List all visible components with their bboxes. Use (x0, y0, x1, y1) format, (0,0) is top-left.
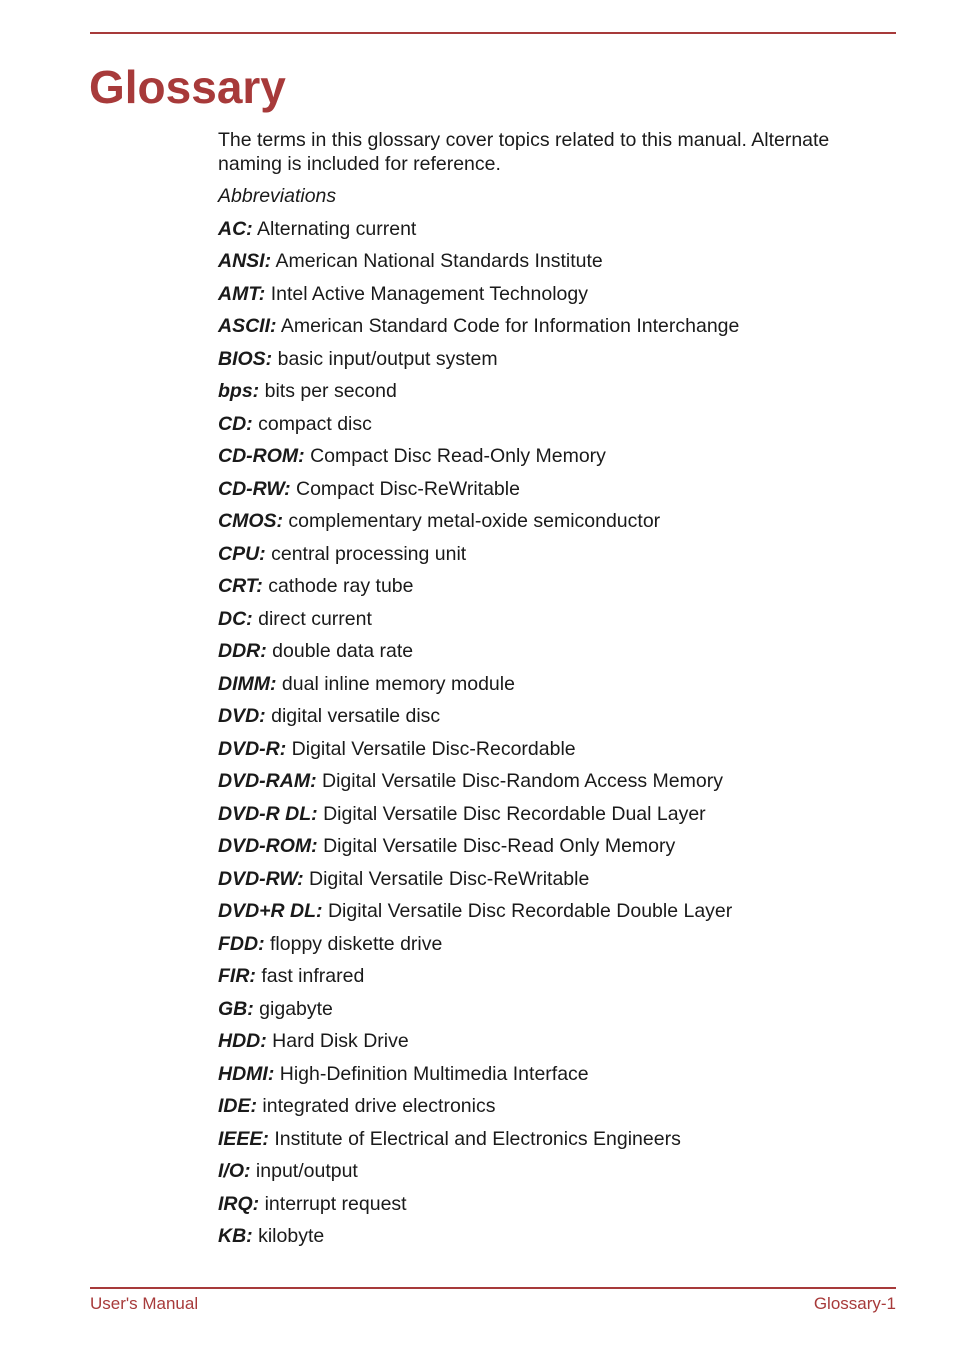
glossary-definition: Digital Versatile Disc Recordable Double Layer (327, 900, 733, 922)
glossary-content (218, 128, 898, 1253)
glossary-term: ASCII: (218, 315, 277, 337)
glossary-term-list (218, 213, 898, 1253)
glossary-entry (218, 1220, 898, 1253)
glossary-entry (218, 635, 898, 668)
intro-paragraph: The terms in this glossary cover topics related to this manual. Alternate naming is included for reference. (218, 129, 830, 175)
glossary-definition: complementary metal-oxide semiconductor (288, 510, 661, 532)
glossary-definition: American Standard Code for Information Interchange (280, 315, 740, 337)
glossary-definition: compact disc (258, 412, 372, 435)
glossary-term: FIR: (218, 965, 256, 987)
glossary-term: DVD-RW: (218, 867, 304, 890)
glossary-entry (218, 895, 898, 928)
glossary-entry (218, 1155, 898, 1188)
glossary-definition: kilobyte (258, 1225, 325, 1247)
glossary-definition: Digital Versatile Disc-ReWritable (309, 867, 590, 890)
glossary-entry (218, 310, 898, 343)
glossary-term: bps: (218, 380, 260, 402)
glossary-entry (218, 993, 898, 1026)
glossary-definition: integrated drive electronics (262, 1095, 496, 1117)
glossary-definition: Digital Versatile Disc-Random Access Memory (322, 770, 723, 792)
glossary-definition: direct current (258, 607, 372, 630)
glossary-definition: digital versatile disc (271, 705, 441, 727)
glossary-term: DIMM: (218, 672, 277, 695)
glossary-term: DVD-RAM: (218, 770, 317, 792)
glossary-entry (218, 1090, 898, 1123)
glossary-entry (218, 375, 898, 408)
glossary-entry (218, 928, 898, 961)
glossary-definition: bits per second (264, 380, 397, 402)
glossary-term: HDMI: (218, 1062, 275, 1085)
glossary-term: AC: (218, 217, 253, 240)
glossary-definition: input/output (255, 1160, 358, 1182)
glossary-definition: Digital Versatile Disc-Read Only Memory (323, 835, 676, 857)
glossary-entry (218, 245, 898, 278)
glossary-entry (218, 538, 898, 571)
glossary-definition: basic input/output system (277, 347, 498, 370)
glossary-entry (218, 1188, 898, 1221)
glossary-entry (218, 863, 898, 896)
glossary-term: KB: (218, 1225, 253, 1247)
glossary-entry (218, 733, 898, 766)
glossary-term: IEEE: (218, 1127, 269, 1150)
glossary-term: DC: (218, 607, 253, 630)
glossary-term: BIOS: (218, 347, 273, 370)
glossary-definition: Compact Disc Read-Only Memory (310, 445, 606, 467)
glossary-entry (218, 278, 898, 311)
glossary-definition: Digital Versatile Disc-Recordable (291, 737, 576, 760)
glossary-entry (218, 765, 898, 798)
glossary-entry (218, 960, 898, 993)
glossary-definition: gigabyte (259, 997, 333, 1020)
glossary-definition: Alternating current (257, 217, 417, 240)
glossary-entry (218, 343, 898, 376)
glossary-term: CD-RW: (218, 477, 291, 500)
glossary-term: CRT: (218, 575, 263, 597)
glossary-definition: interrupt request (264, 1192, 407, 1215)
glossary-definition: Intel Active Management Technology (270, 282, 588, 305)
glossary-term: GB: (218, 997, 254, 1020)
glossary-term: ANSI: (218, 250, 272, 272)
glossary-term: DVD-ROM: (218, 835, 318, 857)
glossary-definition: double data rate (272, 640, 414, 662)
section-label-abbreviations: Abbreviations (218, 185, 337, 207)
glossary-entry (218, 213, 898, 246)
glossary-entry (218, 603, 898, 636)
glossary-entry (218, 668, 898, 701)
glossary-entry (218, 1025, 898, 1058)
glossary-definition: central processing unit (271, 542, 467, 565)
glossary-term: DVD-R: (218, 737, 287, 760)
glossary-term: DDR: (218, 640, 267, 662)
footer-manual-title: User's Manual (90, 1294, 199, 1313)
glossary-term: FDD: (218, 932, 265, 955)
glossary-definition: High-Definition Multimedia Interface (279, 1062, 589, 1085)
glossary-entry (218, 505, 898, 538)
header-divider (90, 32, 896, 34)
glossary-entry (218, 408, 898, 441)
glossary-definition: Digital Versatile Disc Recordable Dual Layer (323, 802, 706, 825)
glossary-term: DVD: (218, 705, 266, 727)
glossary-term: CD-ROM: (218, 445, 305, 467)
glossary-entry (218, 1058, 898, 1091)
glossary-term: IRQ: (218, 1192, 260, 1215)
footer-divider (90, 1287, 896, 1289)
glossary-term: IDE: (218, 1095, 257, 1117)
glossary-definition: Hard Disk Drive (272, 1030, 409, 1052)
glossary-definition: American National Standards Institute (275, 250, 603, 272)
glossary-term: DVD+R DL: (218, 900, 323, 922)
glossary-definition: dual inline memory module (281, 672, 515, 695)
glossary-entry (218, 700, 898, 733)
footer-page-number: Glossary-1 (813, 1294, 896, 1313)
glossary-term: CD: (218, 412, 253, 435)
glossary-term: AMT: (218, 282, 266, 305)
glossary-definition: floppy diskette drive (270, 932, 443, 955)
glossary-definition: Compact Disc-ReWritable (296, 477, 520, 500)
page-title: Glossary (89, 61, 286, 113)
glossary-definition: cathode ray tube (268, 575, 414, 597)
glossary-entry (218, 798, 898, 831)
glossary-entry (218, 440, 898, 473)
glossary-entry (218, 473, 898, 506)
glossary-term: DVD-R DL: (218, 802, 318, 825)
glossary-term: I/O: (218, 1160, 251, 1182)
glossary-entry (218, 1123, 898, 1156)
glossary-definition: Institute of Electrical and Electronics Engineers (274, 1127, 681, 1150)
glossary-term: HDD: (218, 1030, 267, 1052)
glossary-term: CMOS: (218, 510, 283, 532)
glossary-entry (218, 570, 898, 603)
glossary-term: CPU: (218, 542, 266, 565)
glossary-entry (218, 830, 898, 863)
glossary-definition: fast infrared (261, 965, 365, 987)
